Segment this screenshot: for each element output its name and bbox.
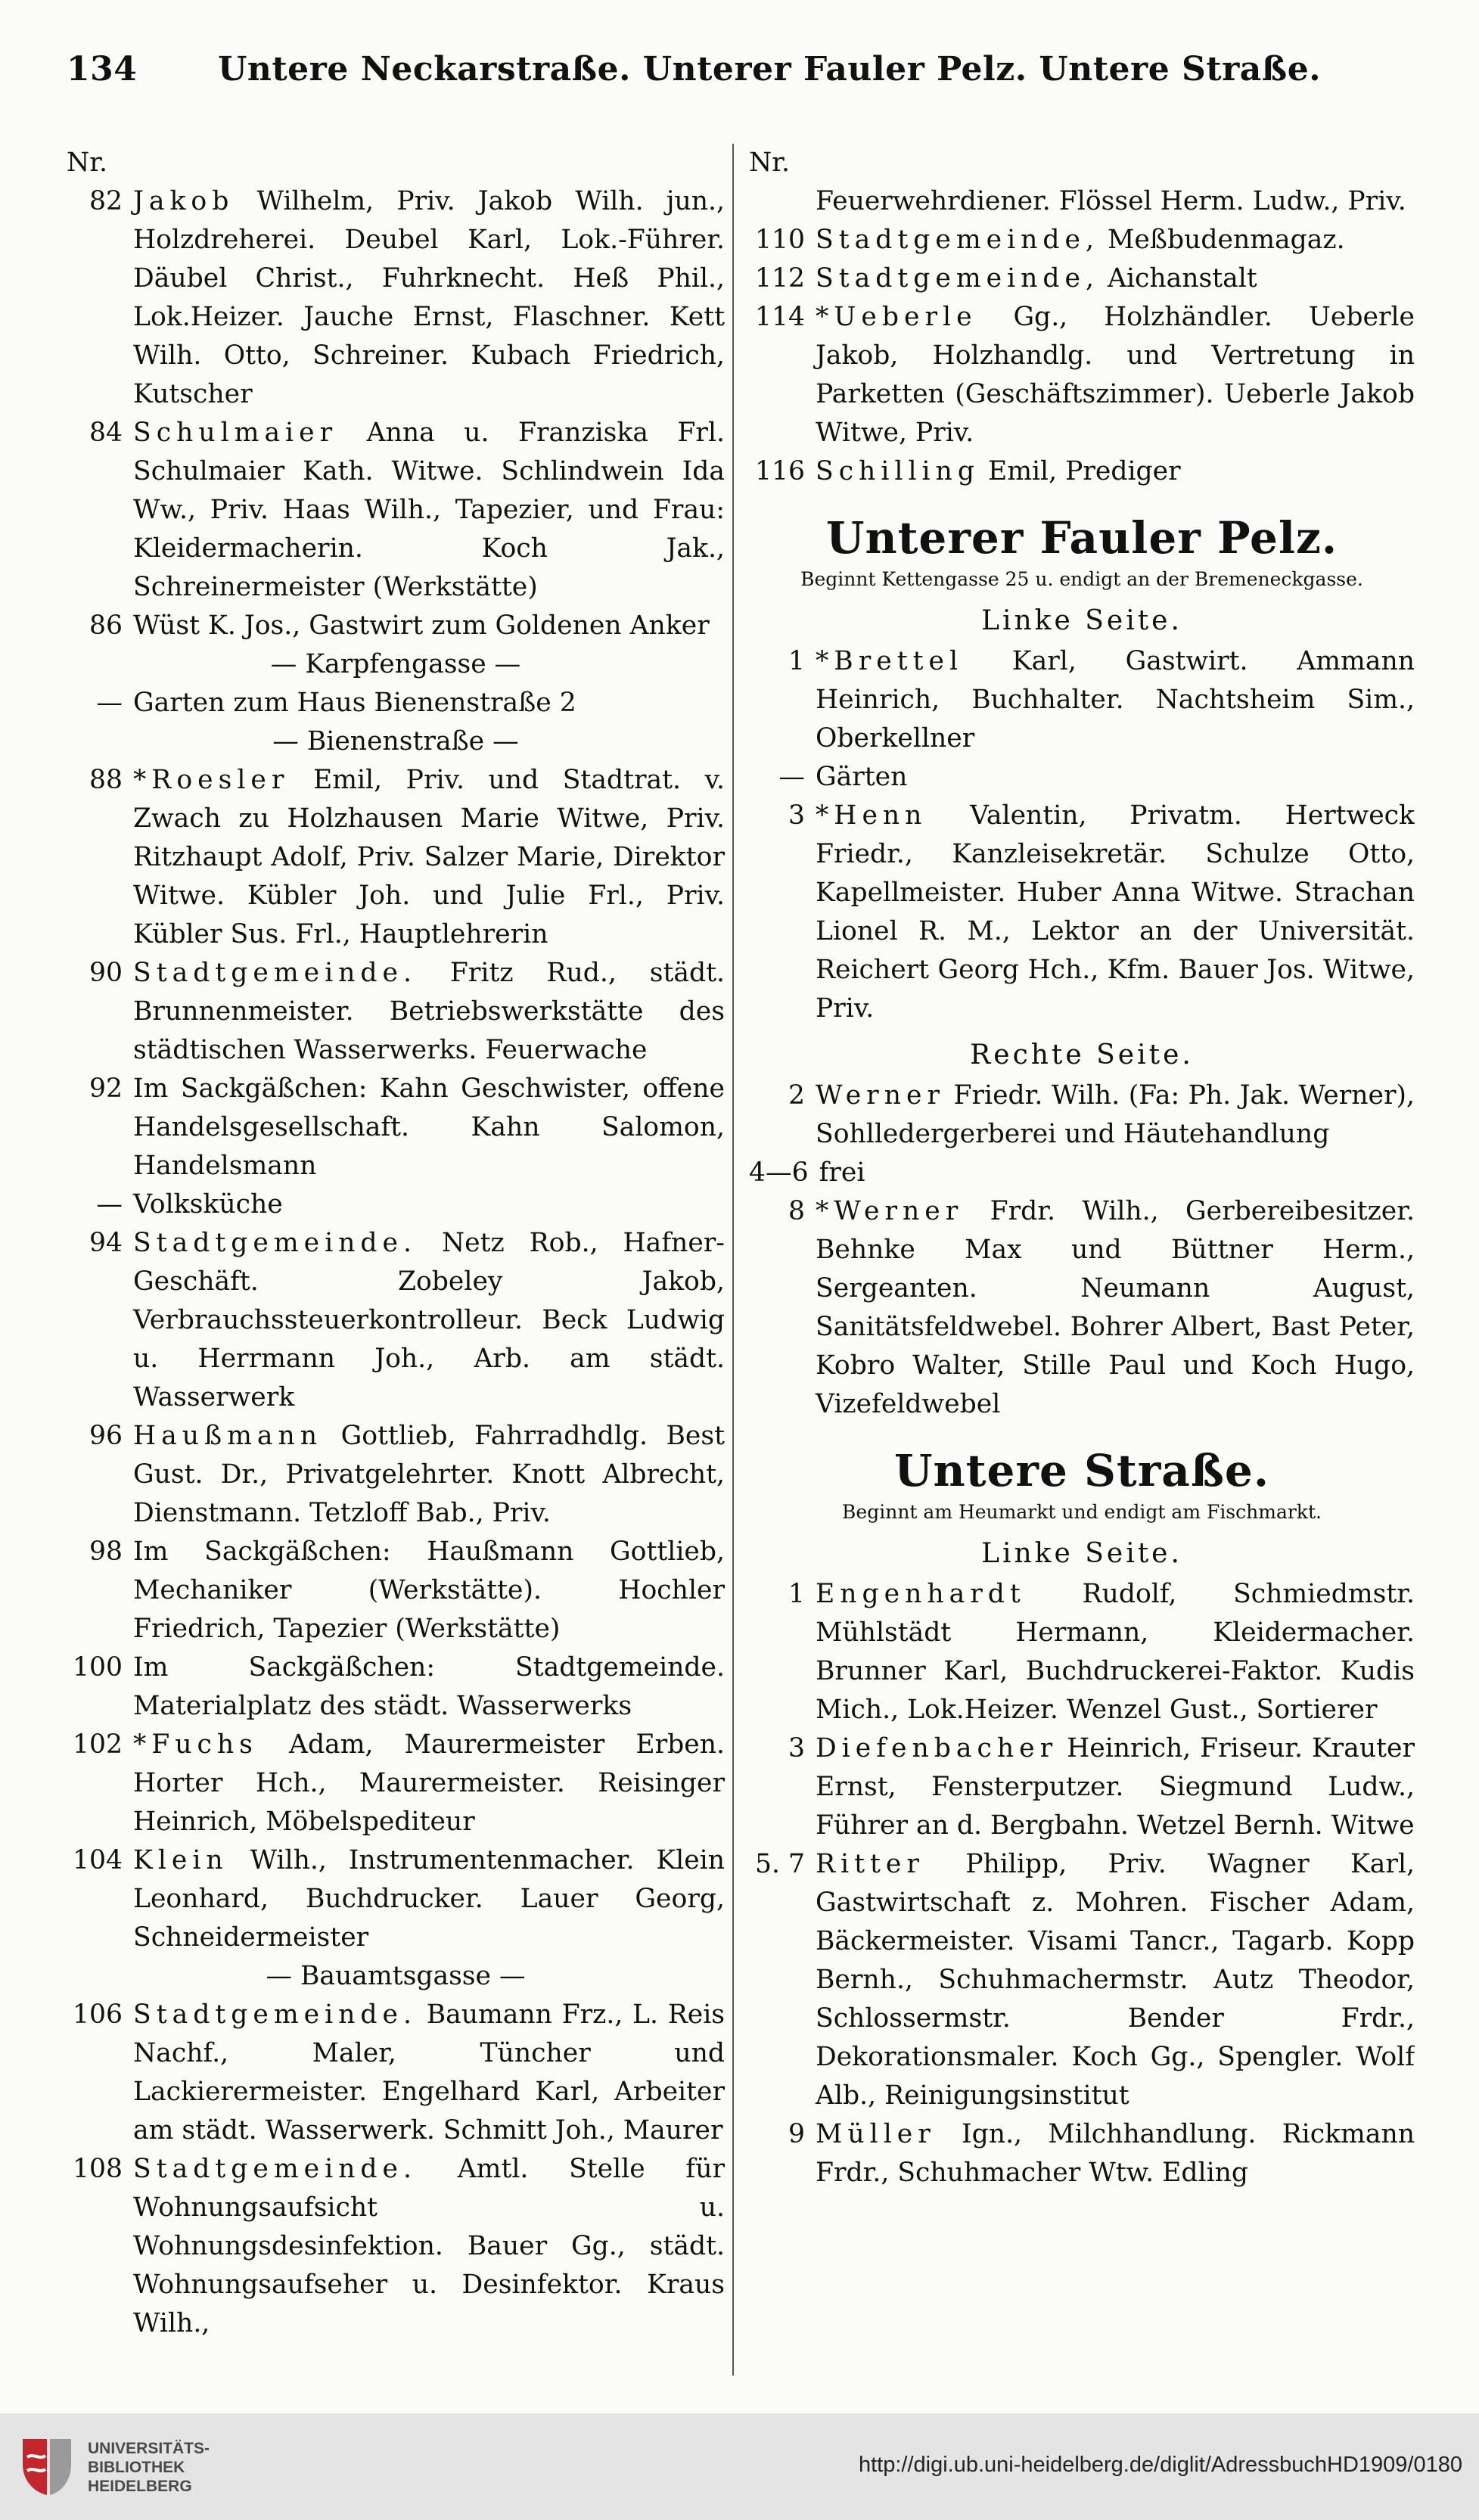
owner-name: Stadtgemeinde. [133,2000,417,2030]
owner-name: Klein [133,1845,228,1875]
footer-bar [0,2413,1479,2520]
house-number: 116 [755,456,805,486]
resident-text [816,758,1415,797]
house-number: 88 [89,765,123,795]
logo-line: BIBLIOTHEK [88,2459,185,2476]
resident-text [133,1417,725,1533]
resident-details: Aichanstalt [1099,263,1257,294]
section-title-untere-strasse: Untere Straße. [893,1445,1270,1496]
owner-name: *Henn [816,800,927,831]
page-title: Untere Neckarstraße. Unterer Fauler Pelz. Untere Straße. [218,50,1322,89]
owner-name: Ritter [816,1849,924,1879]
owner-name: Stadtgemeinde, [816,263,1099,294]
house-number: 112 [755,263,805,294]
address-entry [67,1726,725,1841]
resident-details: Heinrich, Friseur. Krauter Ernst, Fensterputzer. Siegmund Ludw., Führer an d. Bergbahn. Wetzel Bernh. Witwe [816,1733,1415,1841]
resident-details: Gärten [816,762,908,792]
resident-details: Emil, Priv. und Stadtrat. v. Zwach zu Holzhausen Marie Witwe, Priv. Ritzhaupt Adolf, Priv. Salzer Marie, Direktor Witwe. Kübler Joh. und Julie Frl., Priv. Kübler Sus. Frl., Hauptlehrerin [133,765,725,949]
house-number: 102 [73,1729,123,1760]
resident-text [133,1996,725,2150]
owner-name: Werner [816,1080,945,1111]
resident-text [816,259,1415,298]
resident-text [816,452,1415,491]
left-entries-list [67,182,725,2343]
address-entry [749,1077,1415,1154]
pelz-right-entries [749,1077,1415,1424]
nr-label: Nr. [749,148,790,178]
resident-details: Im Sackgäßchen: Stadtgemeinde. Materialplatz des städt. Wasserwerks [133,1652,725,1721]
resident-details: Valentin, Privatm. Hertweck Friedr., Kanzleisekretär. Schulze Otto, Kapellmeister. Huber Anna Witwe. Strachan Lionel R. M., Lektor an der Universität. Reichert Georg Hch., Kfm. Bauer Jos. Witwe, Priv. [816,800,1415,1024]
house-number: 3 [788,800,805,831]
resident-details: Rudolf, Schmiedmstr. Mühlstädt Hermann, Kleidermacher. Brunner Karl, Buchdruckerei-Faktor. Kudis Mich., Lok.Heizer. Wenzel Gust., Sortierer [816,1579,1415,1725]
resident-text [816,2115,1415,2192]
side-heading-right: Rechte Seite. [970,1039,1194,1070]
house-number: 2 [788,1080,805,1111]
resident-text [816,642,1415,758]
section-note: Beginnt am Heumarkt und endigt am Fischmarkt. [842,1501,1322,1523]
address-entry [749,221,1415,259]
cross-street-label: — Karpfengasse — [270,649,521,679]
address-entry [67,761,725,954]
house-number: 92 [89,1074,123,1104]
house-number: 84 [89,418,123,448]
house-number: 5. 7 [755,1849,805,1879]
resident-text [819,1154,1415,1192]
address-entry [67,1648,725,1726]
resident-text [133,954,725,1070]
resident-details: Emil, Prediger [979,456,1181,486]
resident-details: Frdr. Wilh., Gerbereibesitzer. Behnke Max und Büttner Herm., Sergeanten. Neumann August, Sanitätsfeldwebel. Bohrer Albert, Bast Peter, Kobro Walter, Stille Paul und Koch Hugo, Vizefeldwebel [816,1196,1415,1419]
owner-name: Schilling [816,456,980,486]
left-column [67,144,725,2383]
address-entry [67,1224,725,1417]
owner-name: Haußmann [133,1421,323,1451]
house-number [749,182,816,221]
house-number: 9 [788,2119,805,2149]
house-number: 104 [73,1845,123,1875]
resident-details: Netz Rob., Hafner-Geschäft. Zobeley Jakob, Verbrauchssteuerkontrolleur. Beck Ludwig u. Herrmann Joh., Arb. am städt. Wasserwerk [133,1228,725,1412]
resident-text [133,1224,725,1417]
owner-name: Engenhardt [816,1579,1026,1609]
address-entry [749,182,1415,221]
resident-text [133,182,725,414]
resident-details: Baumann Frz., L. Reis Nachf., Maler, Tüncher und Lackierermeister. Engelhard Karl, Arbeiter am städt. Wasserwerk. Schmitt Joh., Maurer [133,2000,725,2146]
resident-details: Meßbudenmagaz. [1099,225,1345,255]
address-entry [67,2150,725,2343]
address-entry [67,1070,725,1185]
address-entry [67,182,725,414]
address-entry [749,1192,1415,1424]
pelz-left-entries [749,642,1415,1028]
resident-text [816,182,1415,221]
resident-text [133,761,725,954]
resident-details: Wüst K. Jos., Gastwirt zum Goldenen Anker [133,611,710,641]
strasse-entries [749,1575,1415,2192]
resident-text [133,1841,725,1957]
address-entry [67,414,725,607]
owner-name: Stadtgemeinde. [133,1228,417,1258]
house-number: — [96,688,123,718]
resident-text [816,1192,1415,1424]
library-logo-text[interactable] [88,2439,210,2496]
column-divider [732,144,734,2376]
address-entry [749,758,1415,797]
address-entry [749,1154,1415,1192]
owner-name: Diefenbacher [816,1733,1058,1763]
resident-text [133,2150,725,2343]
address-entry [67,1841,725,1957]
resident-details: Amtl. Stelle für Wohnungsaufsicht u. Wohnungsdesinfektion. Bauer Gg., städt. Wohnungsaufseher u. Desinfektor. Kraus Wilh., [133,2154,725,2338]
resident-details: Gottlieb, Fahrradhdlg. Best Gust. Dr., Privatgelehrter. Knott Albrecht, Dienstmann. Tetzloff Bab., Priv. [133,1421,725,1528]
house-number: 86 [89,611,123,641]
resident-text [133,414,725,607]
resident-text [133,684,725,722]
resident-details: Philipp, Priv. Wagner Karl, Gastwirtschaft z. Mohren. Fischer Adam, Bäckermeister. Visami Tancr., Tagarb. Kopp Bernh., Schuhmachermstr. Autz Theodor, Schlossermstr. Bender Frdr., Dekorationsmaler. Koch Gg., Spengler. Wolf Alb., Reinigungsinstitut [816,1849,1415,2111]
address-entry [749,642,1415,758]
house-number: 3 [788,1733,805,1763]
resident-text [816,221,1415,259]
owner-name: *Brettel [816,646,964,676]
resident-text [816,1845,1415,2115]
house-number: 98 [89,1537,123,1567]
resident-details: Adam, Maurermeister Erben. Horter Hch., Maurermeister. Reisinger Heinrich, Möbelspediteur [133,1729,725,1837]
house-number: 90 [89,958,123,988]
house-number: 8 [788,1196,805,1226]
house-number: 114 [755,302,805,332]
owner-name: *Roesler [133,765,290,795]
section-note: Beginnt Kettengasse 25 u. endigt an der Bremeneckgasse. [800,568,1363,590]
address-entry [749,797,1415,1028]
resident-details: Volksküche [133,1189,283,1220]
house-number: — [96,1189,123,1220]
house-number: 106 [73,2000,123,2030]
address-entry [67,607,725,645]
owner-name: Müller [816,2119,936,2149]
owner-name: Schulmaier [133,418,338,448]
resident-details: Im Sackgäßchen: Kahn Geschwister, offene Handelsgesellschaft. Kahn Salomon, Handelsmann [133,1074,725,1181]
owner-name: *Fuchs [133,1729,258,1760]
address-entry [749,2115,1415,2192]
house-number: 108 [73,2154,123,2184]
house-number: 110 [755,225,805,255]
resident-text [133,1070,725,1185]
address-entry [67,1185,725,1224]
resident-details: Ign., Milchhandlung. Rickmann Frdr., Schuhmacher Wtw. Edling [816,2119,1415,2188]
address-entry [67,1996,725,2150]
house-number: 1 [788,1579,805,1609]
resident-details: Karl, Gastwirt. Ammann Heinrich, Buchhalter. Nachtsheim Sim., Oberkellner [816,646,1415,754]
resident-text [816,298,1415,452]
house-number: 1 [788,646,805,676]
address-entry [749,298,1415,452]
house-number: 4—6 [749,1157,809,1188]
side-heading-left: Linke Seite. [981,605,1182,636]
nr-label: Nr. [67,148,107,178]
resident-text [133,1533,725,1648]
address-entry [67,954,725,1070]
resident-text [816,1077,1415,1154]
side-heading-left: Linke Seite. [981,1538,1182,1569]
address-entry [749,259,1415,298]
section-title-unterer-fauler-pelz: Unterer Fauler Pelz. [825,512,1338,564]
resident-details: Wilh., Instrumentenmacher. Klein Leonhard, Buchdrucker. Lauer Georg, Schneidermeister [133,1845,725,1953]
continued-entries-list [749,182,1415,491]
house-number: 96 [89,1421,123,1451]
house-number: 100 [73,1652,123,1683]
resident-text [133,1185,725,1224]
house-number: 82 [89,186,123,216]
logo-line: UNIVERSITÄTS- [88,2440,210,2457]
resident-details: Im Sackgäßchen: Haußmann Gottlieb, Mechaniker (Werkstätte). Hochler Friedrich, Tapezier (Werkstätte) [133,1537,725,1644]
resident-details: Anna u. Franziska Frl. Schulmaier Kath. Witwe. Schlindwein Ida Ww., Priv. Haas Wilh., Tapezier, und Frau: Kleidermacherin. Koch Jak., Schreinermeister (Werkstätte) [133,418,725,602]
resident-details: Gg., Holzhändler. Ueberle Jakob, Holzhandlg. und Vertretung in Parketten (Geschäftszimmer). Ueberle Jakob Witwe, Priv. [816,302,1415,448]
resident-text [816,1729,1415,1845]
address-entry [749,1845,1415,2115]
cross-street-label: — Bauamtsgasse — [266,1961,526,1991]
running-head [67,50,1413,103]
owner-name: Stadtgemeinde. [133,958,417,988]
house-number: — [778,762,805,792]
owner-name: Jakob [133,186,235,216]
resident-details: Feuerwehrdiener. Flössel Herm. Ludw., Priv. [816,186,1406,216]
resident-text [816,1575,1415,1729]
logo-line: HEIDELBERG [88,2478,192,2495]
address-entry [67,1417,725,1533]
address-entry [67,684,725,722]
resident-details: Garten zum Haus Bienenstraße 2 [133,688,576,718]
house-number: 94 [89,1228,123,1258]
resident-details: Fritz Rud., städt. Brunnenmeister. Betriebswerkstätte des städtischen Wasserwerks. Feuerwache [133,958,725,1065]
resident-details: frei [819,1157,865,1188]
resident-text [816,797,1415,1028]
resident-details: Friedr. Wilh. (Fa: Ph. Jak. Werner), Sohlledergerberei und Häutehandlung [816,1080,1415,1149]
address-entry [67,1533,725,1648]
resident-text [133,1648,725,1726]
right-column [749,144,1415,2383]
address-entry [749,1729,1415,1845]
owner-name: *Ueberle [816,302,977,332]
owner-name: Stadtgemeinde. [133,2154,417,2184]
address-entry [749,1575,1415,1729]
resident-details: Wilhelm, Priv. Jakob Wilh. jun., Holzdreherei. Deubel Karl, Lok.-Führer. Däubel Christ., Fuhrknecht. Heß Phil., Lok.Heizer. Jauche Ernst, Flaschner. Kett Wilh. Otto, Schreiner. Kubach Friedrich, Kutscher [133,186,725,409]
university-seal-icon[interactable] [17,2435,77,2500]
owner-name: Stadtgemeinde, [816,225,1099,255]
cross-street-label: — Bienenstraße — [272,726,519,757]
resident-text [133,1726,725,1841]
owner-name: *Werner [816,1196,964,1226]
resident-text [133,607,725,645]
address-entry [749,452,1415,491]
page-number: 134 [67,50,138,89]
source-url-link[interactable]: http://digi.ub.uni-heidelberg.de/diglit/AdressbuchHD1909/0180 [858,2453,1462,2477]
